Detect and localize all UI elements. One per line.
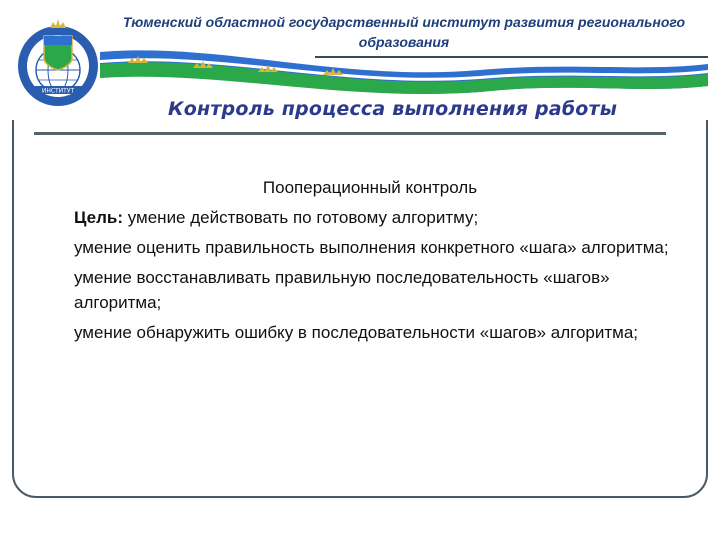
body-text [74,205,674,350]
title-divider [34,132,666,135]
institute-name [100,12,708,52]
header-underline [315,56,708,58]
emblem-label: ИНСТИТУТ [41,87,75,95]
institute-emblem [14,0,102,120]
institute-name-line1: Тюменский областной государственный институт развития регионального [122,14,686,30]
goal-item-2: умение восстанавливать правильную последовательность «шагов» алгоритма; [74,268,610,312]
subheading-text: Пооперационный контроль [262,178,478,197]
goal-label: Цель: [74,208,123,227]
institute-name-line2: образования [358,34,450,50]
goal-item-3: умение обнаружить ошибку в последовательности «шагов» алгоритма; [74,323,639,342]
goal-item-1: умение оценить правильность выполнения конкретного «шага» алгоритма; [74,238,669,257]
subheading [0,178,720,198]
crown-icon [50,19,66,28]
goal-paragraph [74,205,674,230]
goal-text: умение действовать по готовому алгоритму; [123,208,479,227]
slide-title: Контроль процесса выполнения работы [168,98,618,120]
